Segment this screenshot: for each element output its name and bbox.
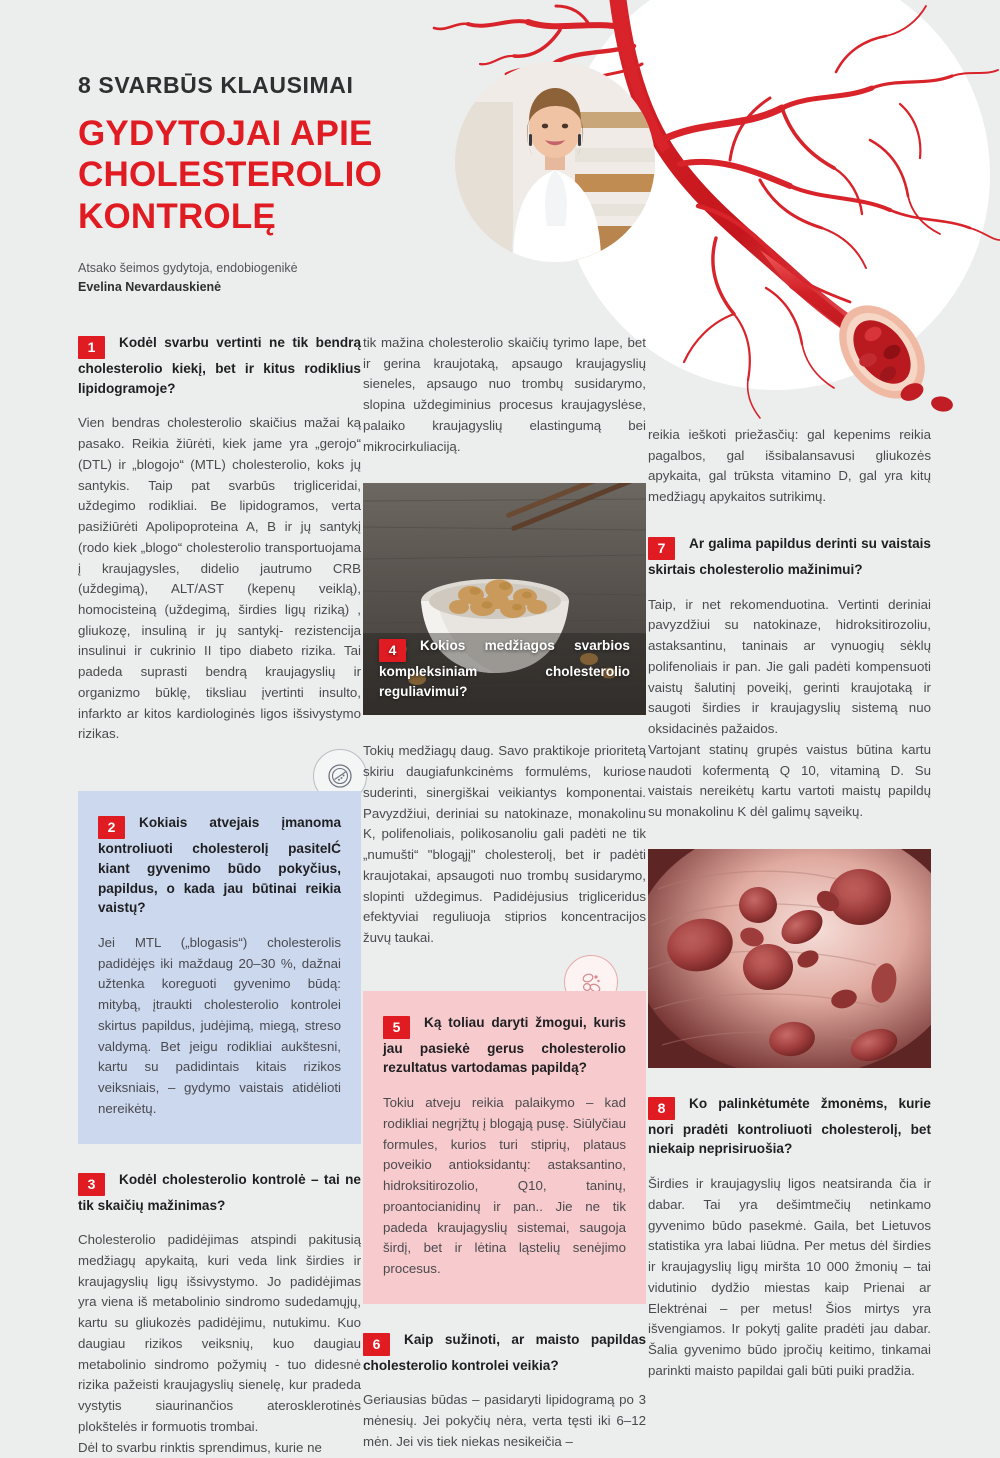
question-6-text: Kaip sužinoti, ar maisto papildas cholesterolio kontrolei veikia?: [363, 1331, 646, 1373]
question-2-heading: [98, 813, 341, 918]
answer-6-text: Geriausias būdas – pasidaryti lipidogramą po 3 mėnesių. Jei pokyčių nėra, verta tęsti iki 6–12 mėn. Jei vis tiek niekas nesikeičia –: [363, 1392, 646, 1449]
answer-5-text: Tokiu atveju reikia palaikymo – kad rodikliai negrįžtų į blogąją pusę. Siūlyčiau formules, kurios turi stiprių, plataus poveikio antioksidantų: astaksantino, hidroksitirozolio, Q10, taninų, proantocianidinų ir pan.. Jie ne tik padeda kraujagyslių sistemai, saugoja širdį, bet ir lėtina ląstelių senėjimo procesus.: [383, 1095, 626, 1277]
answer-8-text: Širdies ir kraujagyslių ligos neatsiranda čia ir dabar. Tai yra dešimtmečių netinkamo gyvenimo būdo pasekmė. Gaila, bet Lietuvos statistika yra labai liūdna. Per metus dėl širdies ir kraujagyslių ligų miršta 10 000 žmonių – tai vidutinio dydžio miestas kaip Prienai ar Elektrėnai – per metus! Šios mirtys yra išvengiamos. Ir pokytį galite pradėti jau dabar. Šalia gyvenimo būdo įpročių keitimo, tinkamai parinkti maisto papildai gali būti puiki pradžia.: [648, 1176, 931, 1378]
question-5-text: Ką toliau daryti žmogui, kuris jau pasiekė gerus cholesterolio rezultatus vartodamas papildą?: [383, 1014, 626, 1076]
question-4-caption: [363, 636, 646, 715]
red-blood-cells-photo: [648, 849, 931, 1068]
question-1-text: Kodėl svarbu vertinti ne tik bendrą cholesterolio kiekį, bet ir kitus rodiklius lipidogramoje?: [78, 335, 361, 396]
question-number-badge: 3: [78, 1173, 105, 1196]
kicker: 8 SVARBŪS KLAUSIMAI: [78, 72, 354, 98]
question-2-text: Kokiais atvejais įmanoma kontroliuoti cholesterolį pasitelĆ kiant gyvenimo būdo pokyčius, papildus, o kada jau būtinai reikia vaistų?: [98, 815, 341, 916]
question-4-text: Kokios medžiagos svarbios kompleksiniam cholesterolio reguliavimui?: [379, 638, 630, 699]
headline-line-1: GYDYTOJAI APIE: [78, 114, 373, 153]
answer-1-continuation: tik mažina cholesterolio skaičių tyrimo lape, bet ir gerina kraujotaką, apsaugo kraujagyslių sieneles, apsaugo nuo trombų susidarymo, slopina uždegiminius procesus kraujagyslėse, palaiko kraujagyslių elastingumą bei mikrocirkuliaciją.: [363, 335, 646, 454]
question-7-text: Ar galima papildus derinti su vaistais skirtais cholesterolio mažinimui?: [648, 535, 931, 577]
page-title: [78, 113, 478, 237]
question-number-badge: 7: [648, 537, 675, 560]
column-middle: [363, 333, 646, 1453]
question-number-badge: 8: [648, 1097, 675, 1120]
question-number-badge: 1: [78, 336, 105, 359]
question-4-heading: [379, 636, 630, 701]
byline-name: Evelina Nevardauskienė: [78, 280, 222, 295]
answer-7-text-p2: Vartojant statinų grupės vaistus būtina kartu naudoti kofermentą Q 10, vitaminą D. Su vaistais nereikėtų kartu vartoti maistų papildų su monakolinu K dėl galimų sąveikų.: [648, 741, 931, 819]
answer-2-text: Jei MTL („blogasis“) cholesterolis padidėjęs iki maždaug 20–30 %, dažnai užtenka koreguoti gyvenimo būdą: mitybą, įtraukti cholesterolio kontrolei skirtus papildus, judėjimą, miegą, streso valdymą. Bet jeigu rodikliai aukštesni, kartu su padidintais kitais rizikos veiksniais, – gydymo vaistais atidėlioti nereikėtų.: [98, 934, 341, 1116]
answer-4-text: Tokių medžiagų daug. Savo praktikoje prioritetą skiriu daugiafunkcinėms formulėms, kuriose suderinti, sinergiškai veikiantys komponentai. Pavyzdžiui, deriniai su natokinaze, monakolinu K, polifenoliais, polikosanoliu gali padėti ne tik „numušti“ "blogąjį" cholesterolį, bet ir padėti kraujotakai, apsaugoti nuo trombų susidarymo, slopinti uždegimus. Padidėjusius trigliceridus efektyviai reguliuoja stiprios koncentracijos žuvų taukai.: [363, 743, 646, 946]
question-3-text: Kodėl cholesterolio kontrolė – tai ne tik skaičių mažinimas?: [78, 1171, 361, 1213]
question-1-heading: [78, 333, 361, 398]
headline-line-3: KONTROLĘ: [78, 196, 276, 236]
doctor-portrait-photo: [455, 62, 655, 262]
question-number-badge: 5: [383, 1016, 410, 1039]
question-8-text: Ko palinkėtumėte žmonėms, kurie nori pradėti kontroliuoti cholesterolį, bet niekaip neprisiruošia?: [648, 1095, 931, 1157]
question-3-heading: [78, 1170, 361, 1216]
question-5-heading: [383, 1013, 626, 1078]
byline: [78, 259, 478, 298]
question-number-badge: 2: [98, 816, 125, 839]
cereal-bowl-photo: [363, 483, 646, 715]
question-6-heading: [363, 1330, 646, 1376]
headline-line-2: CHOLESTEROLIO: [78, 155, 382, 195]
answer-7-text-p1: Taip, ir net rekomenduotina. Vertinti deriniai pavyzdžiui su natokinaze, hidroksitirozoliu, astaksantinu, taninais ar vynuogių sėklų polifenoliais ir pan. Jie gali padėti kompensuoti vaistų šalutinį poveikį, gerinti kraujotaką ir saugoti širdies ir kraujagyslių sistemą nuo oksidacinės pažaidos.: [648, 596, 931, 737]
answer-3-text: Cholesterolio padidėjimas atspindi pakitusią medžiagų apykaitą, kuri veda link širdies ir kraujagyslių ligų išsivystymo. Jo padidėjimas yra viena iš metabolinio sindromo sudedamųjų, kartu su gliukozės padidėjimu, nutukimu. Kuo daugiau rizikos veiksnių, kuo daugiau metabolinio sindromo požymių - tuo didesnė rizika pažeisti kraujagyslių sienelę, kur pradeda vystytis siaurinančios aterosklerotinės plokštelės ir formuotis trombai.: [78, 1232, 361, 1434]
answer-3-tail: Dėl to svarbu rinktis sprendimus, kurie ne: [78, 1439, 322, 1455]
question-8-heading: [648, 1094, 931, 1159]
vessel-cross-section: [760, 250, 954, 415]
question-number-badge: 4: [379, 639, 406, 662]
question-2-box: [78, 791, 361, 1143]
question-5-box: [363, 991, 646, 1304]
question-7-heading: [648, 534, 931, 580]
column-right: [648, 425, 931, 1381]
answer-1-text: Vien bendras cholesterolio skaičius mažai ką pasako. Reikia žiūrėti, kiek jame yra „gerojo“ (DTL) ir „blogojo“ (MTL) cholesterolio, koks jų santykis. Taip pat svarbūs trigliceridai, uždegimo rodikliai. Be lipidogramos, verta pasižiūrėti Apolipoproteina A, B ir jų santykį (rodo kiek „blogo“ cholesterolio transportuojama į kraujagysles, didelio jautrumo CRB (uždegimą), ALT/AST (kepenų veiklą), homocisteiną (uždegimą, širdies ligų riziką) , gliukozę, insuliną ir jų santykį- rezistencija insulinui ir cukrinio II tipo diabeto rizika. Tai padeda suprasti bendrą kraujagyslių ir organizmo būklę, tiksliau įvertinti insulto, infarkto ar kitos kardiologinės ligos išsivystymo rizikas.: [78, 415, 361, 742]
question-number-badge: 6: [363, 1333, 390, 1356]
byline-role: Atsako šeimos gydytoja, endobiogenikė: [78, 260, 298, 275]
answer-6-continuation: reikia ieškoti priežasčių: gal kepenims reikia pagalbos, gal išsibalansavusi gliukozės apykaita, gal trūksta vitamino D, gal yra kitų medžiagų apykaitos sutrikimų.: [648, 427, 931, 505]
masthead: [78, 72, 478, 298]
column-left: [78, 333, 361, 1458]
